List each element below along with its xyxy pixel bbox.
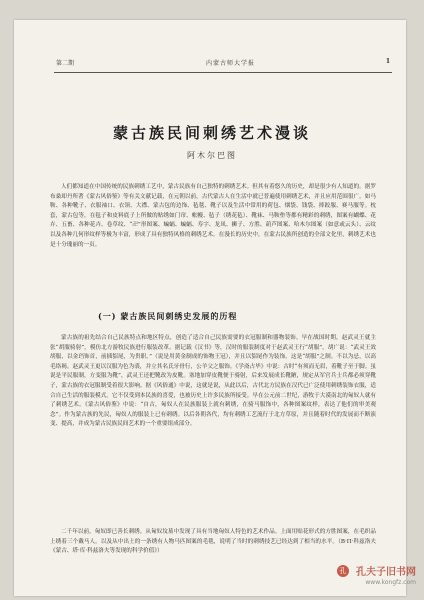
watermark-brand: 孔夫子旧书网 bbox=[356, 567, 416, 578]
watermark bbox=[337, 560, 416, 586]
closing-paragraph: 二千年以前，匈奴即已善长刺绣。从匈奴坟墓中发现了具有当地匈奴人特色的艺术作品。上面用贴花形式的方胜图案，在毛织品上绣着三个戴马人。以及从中出土的一条绣有人物马匹图案的毛毯，说明了当时的刺绣技艺已经达到了相当的水平。（B·П·科兹洛夫《蒙古、塔·库·科兹洛夫等发现的科学价值》） bbox=[50, 529, 376, 555]
body-paragraph: 蒙古族的祖先结合自己民族特点和地区特点，创造了适合自己民族需要的衣冠服制和器物装饰。早在战国时期，赵武灵王就主张“胡服骑射”，模仿北方游牧民族进行服装改革。据记载《汉书》等，汉时的服装制度对于赵武灵王行“胡服”，胡广说：“武灵王效胡服，以金珰饰首，前插貂尾，为贵职。”（说是用黄金制成的饰物王冠），并且以貂尾作为装饰。这是“胡服”之制。不以为忌，以高毛络褐。赵武灵王更以汉服为色为裘，并立其名氏牙骨行，公羊父之服饰。《学斋占毕》中说：古时“有须而无眉，着靴子至于脚。虽说是平民服制，方变服为靴”，武灵王还把靴改为皮靴。塞地加穿皮靴便于骑射，后来发展成长靴陋，规定从军官兵士兵都必须穿靴子，蒙古族的衣冠服制受着很大影响。据《风俗通》中说，这就是说，从此以后，古代北方民族在汉代已广泛使用刺绣装饰衣服，适合自己生活的服装模式。它不仅受到本民族的喜爱，也被历史上许多民族所接受。早在公元前二世纪，游牧于大漠南北的匈奴人就有了刺绣艺术。《蒙古风俗鉴》中说：“自古，匈奴人在民族服装上就有刺绣，在骑马服饰中，各种图案纹样，表达了他们的审美观念”。作为蒙古族的先民，匈奴人的服装上已有刺绣。以后各朝各代，均有刺绣工艺流行于北方草原，并且随着时代的发展而不断演变、提高，并成为蒙古民族民间艺术的一个重要组成部分。 bbox=[50, 335, 376, 428]
journal-name: 内蒙古师大学报 bbox=[206, 60, 256, 67]
page-number: 1 bbox=[385, 58, 390, 65]
watermark-logo-icon: 孔 bbox=[337, 565, 349, 577]
intro-paragraph: 人们都知道在中国传统的民族刺绣工艺中，蒙古民族有自己独特的刺绣艺术。但其有着悠久的历史，却是很少有人知道的。据罗布桑却丹所著《蒙古风俗鉴》等有关文献记载，在元朝以前，古代蒙古人在生活中就已普遍使用刺绣艺术，并且应用范围很广。如马鞍、各种靴子、衣服袖口、衣领、大襟、蒙古包的边饰、毡毯、靴子以及生活中常用的荷包、烟袋、钱袋、摔跤服、赛马服等。枕套，蒙古包等，在毡子和皮料底子上所做的贴绣如门帘、帐幔、毡子（绣花毡）、靴袜、马鞍垫等都有精彩的刺绣，图案有蝴蝶、花卉、五畜、各种花卉、卷草纹、“卍”形图案、蝙蝠、蝙蝠、寿字、龙凤、狮子、方胜、葫芦图案、哈木尔图案（如意或云头）、云纹以及各种几何形纹样等极为丰富，形成了具有独特风格的刺绣艺术。在漫长的历史中，在蒙古民族所创造的全部文化里，刺绣艺术也是十分瑰丽的一页。 bbox=[50, 184, 376, 248]
running-head bbox=[56, 58, 390, 70]
header-rule bbox=[54, 72, 392, 73]
watermark-url: www.kongfz.com bbox=[365, 579, 416, 586]
section-heading: (一) 蒙古族民间刺绣史发展的历程 bbox=[98, 311, 238, 321]
article-title: 蒙古族民间刺绣艺术漫谈 bbox=[112, 124, 311, 142]
issue-label: 第二期 bbox=[56, 60, 75, 67]
article-author: 阿木尔巴图 bbox=[187, 151, 237, 160]
